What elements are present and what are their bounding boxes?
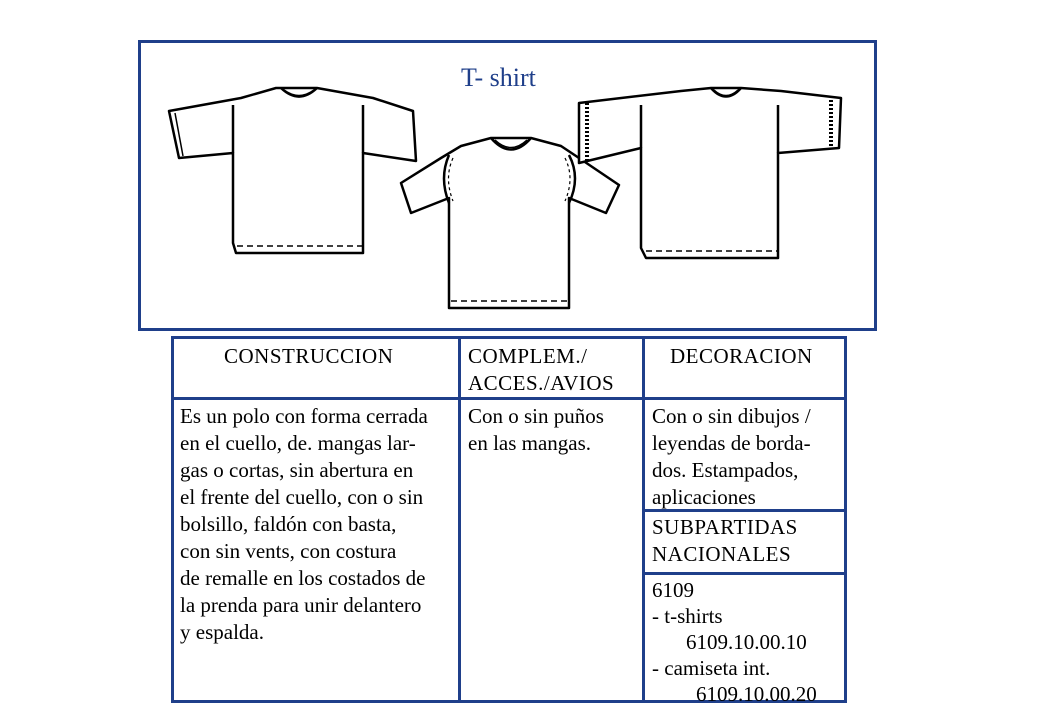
header-construccion <box>224 343 454 370</box>
tshirt-drawing-left <box>169 88 416 253</box>
construccion-line: en el cuello, de. mangas lar- <box>180 431 416 455</box>
subpartida-code: 6109.10.00.10 <box>686 630 807 654</box>
decoracion-line: Con o sin dibujos / <box>652 404 811 428</box>
header-decoracion <box>670 343 848 370</box>
header-construccion-label: CONSTRUCCION <box>224 344 394 368</box>
decoracion-line: dos. Estampados, <box>652 458 799 482</box>
table-divider <box>174 397 844 400</box>
subpartidas-title <box>652 514 848 568</box>
header-decoracion-label: DECORACION <box>670 344 813 368</box>
illustration-title: T- shirt <box>461 63 536 92</box>
tshirt-drawing-center <box>401 138 619 308</box>
table-divider <box>458 339 461 700</box>
subpartida-item: - t-shirts <box>652 604 723 628</box>
header-complem-line-2: ACCES./AVIOS <box>468 371 615 395</box>
construccion-line: bolsillo, faldón con basta, <box>180 512 397 536</box>
construccion-line: gas o cortas, sin abertura en <box>180 458 414 482</box>
table-divider <box>642 339 645 700</box>
subpartidas-codes <box>652 577 848 707</box>
header-complem <box>468 343 640 397</box>
decoracion-line: leyendas de borda- <box>652 431 811 455</box>
decoracion-line: aplicaciones <box>652 485 756 509</box>
tshirt-drawing-right <box>579 88 841 258</box>
construccion-line: de remalle en los costados de <box>180 566 426 590</box>
complem-text <box>468 403 640 457</box>
construccion-line: y espalda. <box>180 620 264 644</box>
subpartida-code: 6109 <box>652 578 694 602</box>
construccion-text <box>180 403 454 646</box>
construccion-line: con sin vents, con costura <box>180 539 397 563</box>
construccion-line: Es un polo con forma cerrada <box>180 404 428 428</box>
subpartida-item: - camiseta int. <box>652 656 771 680</box>
subpartida-code: 6109.10.00.20 <box>696 682 817 706</box>
illustration-panel <box>138 40 877 331</box>
complem-line: Con o sin puños <box>468 404 604 428</box>
construccion-line: la prenda para unir delantero <box>180 593 422 617</box>
subpartidas-title-line: NACIONALES <box>652 542 792 566</box>
header-complem-line-1: COMPLEM./ <box>468 344 588 368</box>
decoracion-text <box>652 403 848 511</box>
subpartidas-title-line: SUBPARTIDAS <box>652 515 798 539</box>
construccion-line: el frente del cuello, con o sin <box>180 485 424 509</box>
table-divider <box>642 572 844 575</box>
complem-line: en las mangas. <box>468 431 592 455</box>
classification-table <box>171 336 847 706</box>
